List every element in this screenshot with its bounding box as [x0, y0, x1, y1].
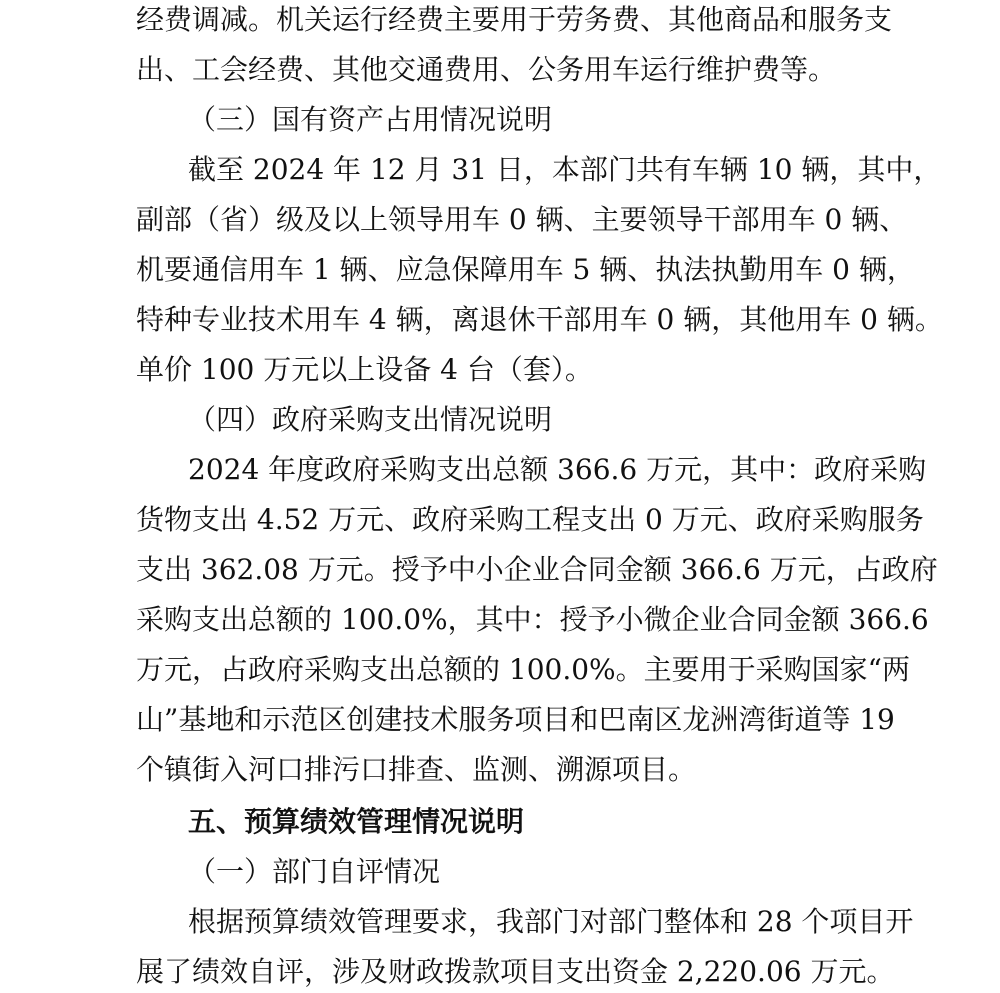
paragraph-line: 山”基地和示范区创建技术服务项目和巴南区龙洲湾街道等 19 [136, 703, 895, 736]
paragraph-line: 采购支出总额的 100.0%，其中：授予小微企业合同金额 366.6 [136, 603, 929, 636]
paragraph-line: 副部（省）级及以上领导用车 0 辆、主要领导干部用车 0 辆、 [136, 203, 908, 236]
paragraph-line: 根据预算绩效管理要求，我部门对部门整体和 28 个项目开 [188, 905, 914, 938]
chapter-heading-performance: 五、预算绩效管理情况说明 [188, 805, 525, 838]
paragraph-line: 出、工会经费、其他交通费用、公务用车运行维护费等。 [136, 53, 837, 86]
paragraph-line: 2024 年度政府采购支出总额 366.6 万元，其中：政府采购 [188, 453, 927, 486]
paragraph-line: 经费调减。机关运行经费主要用于劳务费、其他商品和服务支 [136, 3, 893, 36]
paragraph-line: 个镇街入河口排污口排查、监测、溯源项目。 [136, 753, 697, 786]
paragraph-line: 单价 100 万元以上设备 4 台（套）。 [136, 353, 593, 386]
subsection-heading-self-evaluation: （一）部门自评情况 [188, 855, 441, 888]
paragraph-line: 特种专业技术用车 4 辆，离退休干部用车 0 辆，其他用车 0 辆。 [136, 303, 943, 336]
paragraph-line: 展了绩效自评，涉及财政拨款项目支出资金 2,220.06 万元。 [136, 955, 895, 988]
paragraph-line: 截至 2024 年 12 月 31 日，本部门共有车辆 10 辆，其中， [188, 153, 942, 186]
section-heading-procurement: （四）政府采购支出情况说明 [188, 403, 553, 436]
paragraph-line: 支出 362.08 万元。授予中小企业合同金额 366.6 万元，占政府 [136, 553, 938, 586]
paragraph-line: 万元，占政府采购支出总额的 100.0%。主要用于采购国家“两 [136, 653, 910, 686]
paragraph-line: 货物支出 4.52 万元、政府采购工程支出 0 万元、政府采购服务 [136, 503, 924, 536]
paragraph-line: 机要通信用车 1 辆、应急保障用车 5 辆、执法执勤用车 0 辆， [136, 253, 915, 286]
section-heading-assets: （三）国有资产占用情况说明 [188, 103, 553, 136]
